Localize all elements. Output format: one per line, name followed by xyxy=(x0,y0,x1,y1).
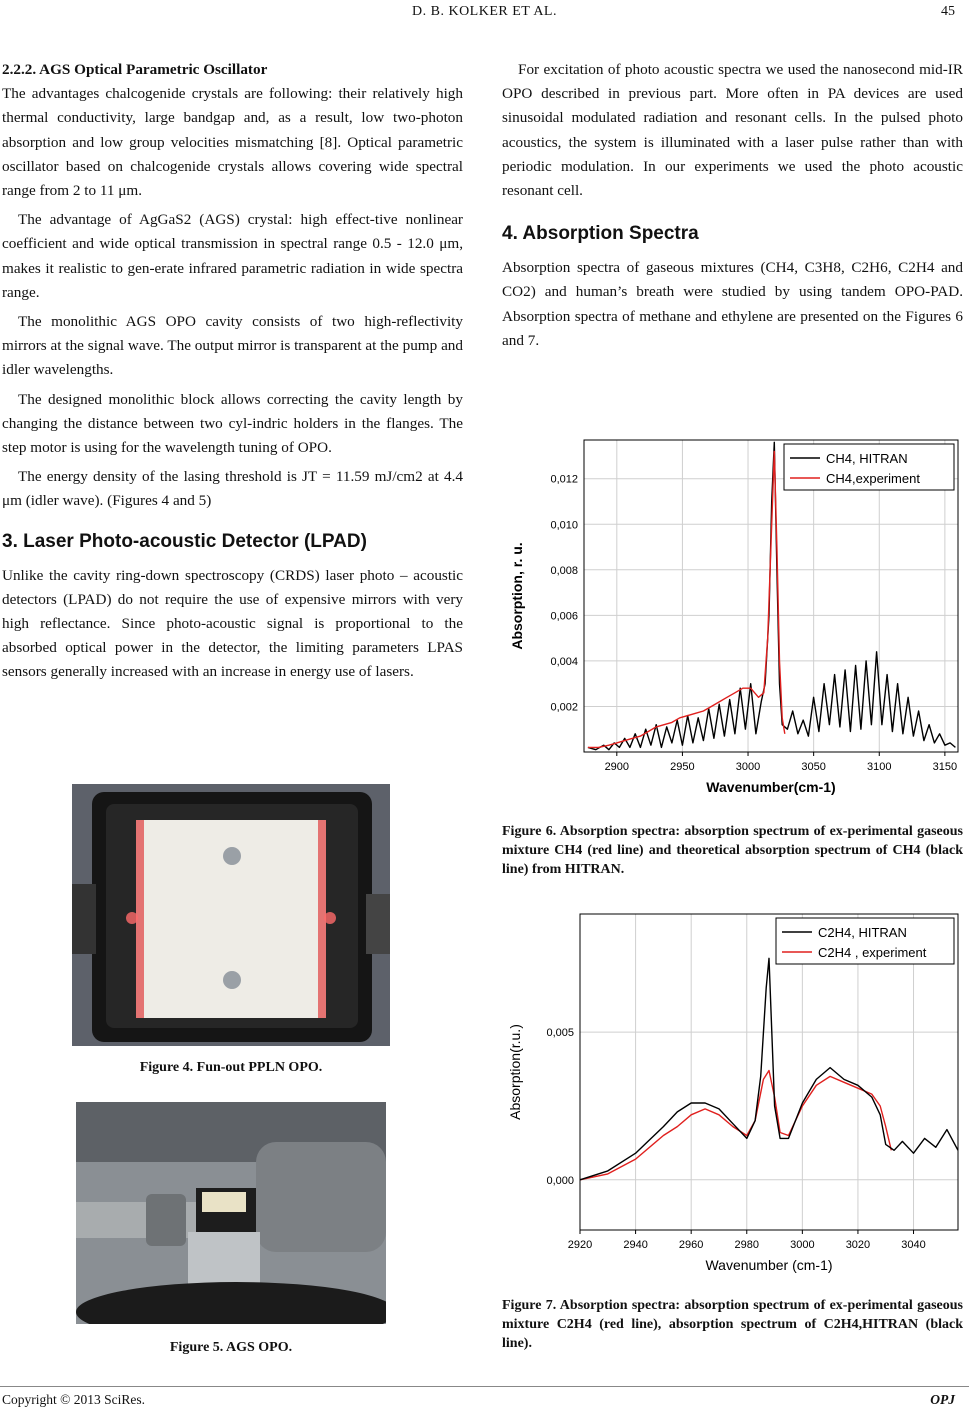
figure-5-photo xyxy=(76,1102,386,1324)
x-tick-label: 3150 xyxy=(932,761,958,773)
x-tick-label: 2980 xyxy=(734,1239,760,1251)
footer-copyright: Copyright © 2013 SciRes. xyxy=(2,1392,146,1407)
paragraph: The advantages chalcogenide crystals are following: their relatively high thermal conductivity, large bandgap and, as a result, low two-photon absorption and low group velocities mismatching [8]. Optical parametric oscillator based on chalcogenide crystals allows covering wide spectral range from 2 to 11 μm. xyxy=(2,85,463,200)
y-tick-label: 0,006 xyxy=(550,610,578,623)
y-tick-label: 0,010 xyxy=(550,519,578,532)
figure-7-caption: Figure 7. Absorption spectra: absorption spectrum of ex-perimental gaseous mixture C2H4 (red line), absorption spectrum of C2H4,HITRAN (black line). xyxy=(502,1298,963,1351)
legend-label: C2H4 , experiment xyxy=(818,945,927,960)
page-number: 45 xyxy=(941,4,955,19)
y-axis-label: Absorption, r. u. xyxy=(509,542,525,650)
x-axis-label: Wavenumber(cm-1) xyxy=(706,779,836,795)
figure-6-chart xyxy=(502,436,964,814)
left-column xyxy=(2,58,463,685)
figure-4-photo xyxy=(72,784,390,1046)
y-tick-label: 0,012 xyxy=(550,473,578,486)
x-tick-label: 3000 xyxy=(735,761,761,773)
section-4-title: 4. Absorption Spectra xyxy=(502,223,699,245)
y-tick-label: 0,000 xyxy=(546,1174,574,1187)
legend-label: CH4, HITRAN xyxy=(826,451,908,466)
y-tick-label: 0,002 xyxy=(550,701,578,714)
right-column xyxy=(502,58,963,353)
paragraph: Unlike the cavity ring-down spectroscopy (CRDS) laser photo – acoustic detectors (LPAD) do not require the use of expensive mirrors with very high reflectance. Since photo-acoustic signal is proportional to the absorbed optical power in the detector, the limiting parameters LPAS sensors generally increased with an increase in energy use of lasers. xyxy=(2,566,463,681)
section-3-title: 3. Laser Photo-acoustic Detector (LPAD) xyxy=(2,530,367,552)
x-axis-label: Wavenumber (cm-1) xyxy=(705,1257,833,1273)
footer-journal: OPJ xyxy=(930,1392,955,1407)
paragraph: The energy density of the lasing threshold is JT = 11.59 mJ/cm2 at 4.4 μm (idler wave). (Figures 4 and 5) xyxy=(2,468,463,510)
legend-label: C2H4, HITRAN xyxy=(818,925,907,940)
x-tick-label: 3000 xyxy=(790,1239,815,1251)
figure-4-caption: Figure 4. Fun-out PPLN OPO. xyxy=(139,1060,323,1075)
x-tick-label: 3100 xyxy=(867,761,892,773)
running-head: D. B. KOLKER ET AL. xyxy=(412,4,557,19)
y-tick-label: 0,004 xyxy=(550,655,578,668)
figure-6-caption: Figure 6. Absorption spectra: absorption spectrum of ex-perimental gaseous mixture CH4 (red line) and theoretical absorption spectrum of CH4 (black line) from HITRAN. xyxy=(502,824,963,877)
x-tick-label: 3040 xyxy=(901,1239,926,1251)
figure-5-caption: Figure 5. AGS OPO. xyxy=(169,1340,293,1355)
x-tick-label: 2960 xyxy=(678,1239,704,1251)
section-2-2-2-title: 2.2.2. AGS Optical Parametric Oscillator xyxy=(2,61,268,78)
paragraph: Absorption spectra of gaseous mixtures (CH4, C3H8, C2H6, C2H4 and CO2) and human’s breath were studied by using tandem OPO-PAD. Absorption spectra of methane and ethylene are presented on the Figures 6 and 7. xyxy=(502,259,963,349)
x-tick-label: 3050 xyxy=(801,761,826,773)
figure-7-chart xyxy=(502,910,964,1286)
x-tick-label: 2950 xyxy=(670,761,695,773)
paragraph: The designed monolithic block allows correcting the cavity length by changing the distance between two cyl-indric holders in the flanges. The step motor is using for the wavelength tuning of OPO. xyxy=(2,390,463,457)
paragraph: For excitation of photo acoustic spectra we used the nanosecond mid-IR OPO described in previous part. More often in PA devices are used sinusoidal modulated radiation and resonant cells. In the pulsed photo acoustics, the system is illuminated with a laser pulse rather than with periodic modulation. In our experiments we used the photo acoustic resonant cell. xyxy=(502,61,963,200)
footer-rule xyxy=(0,1386,969,1387)
x-tick-label: 2920 xyxy=(567,1239,593,1251)
y-axis-label: Absorption(r.u.) xyxy=(507,1024,523,1120)
x-tick-label: 3020 xyxy=(845,1239,871,1251)
x-tick-label: 2900 xyxy=(604,761,630,773)
paragraph: The advantage of AgGaS2 (AGS) crystal: high effect-tive nonlinear coefficient and wide optical transmission in spectral range 0.5 - 12.0 μm, makes it realistic to gen-erate infrared parametric radiation in wide spectra range. xyxy=(2,211,463,301)
y-tick-label: 0,005 xyxy=(546,1027,574,1040)
paragraph: The monolithic AGS OPO cavity consists of two high-reflectivity mirrors at the signal wave. The output mirror is transparent at the pump and idler wavelengths. xyxy=(2,313,463,379)
x-tick-label: 2940 xyxy=(623,1239,648,1251)
legend-label: CH4,experiment xyxy=(826,471,920,486)
y-tick-label: 0,008 xyxy=(550,564,578,577)
